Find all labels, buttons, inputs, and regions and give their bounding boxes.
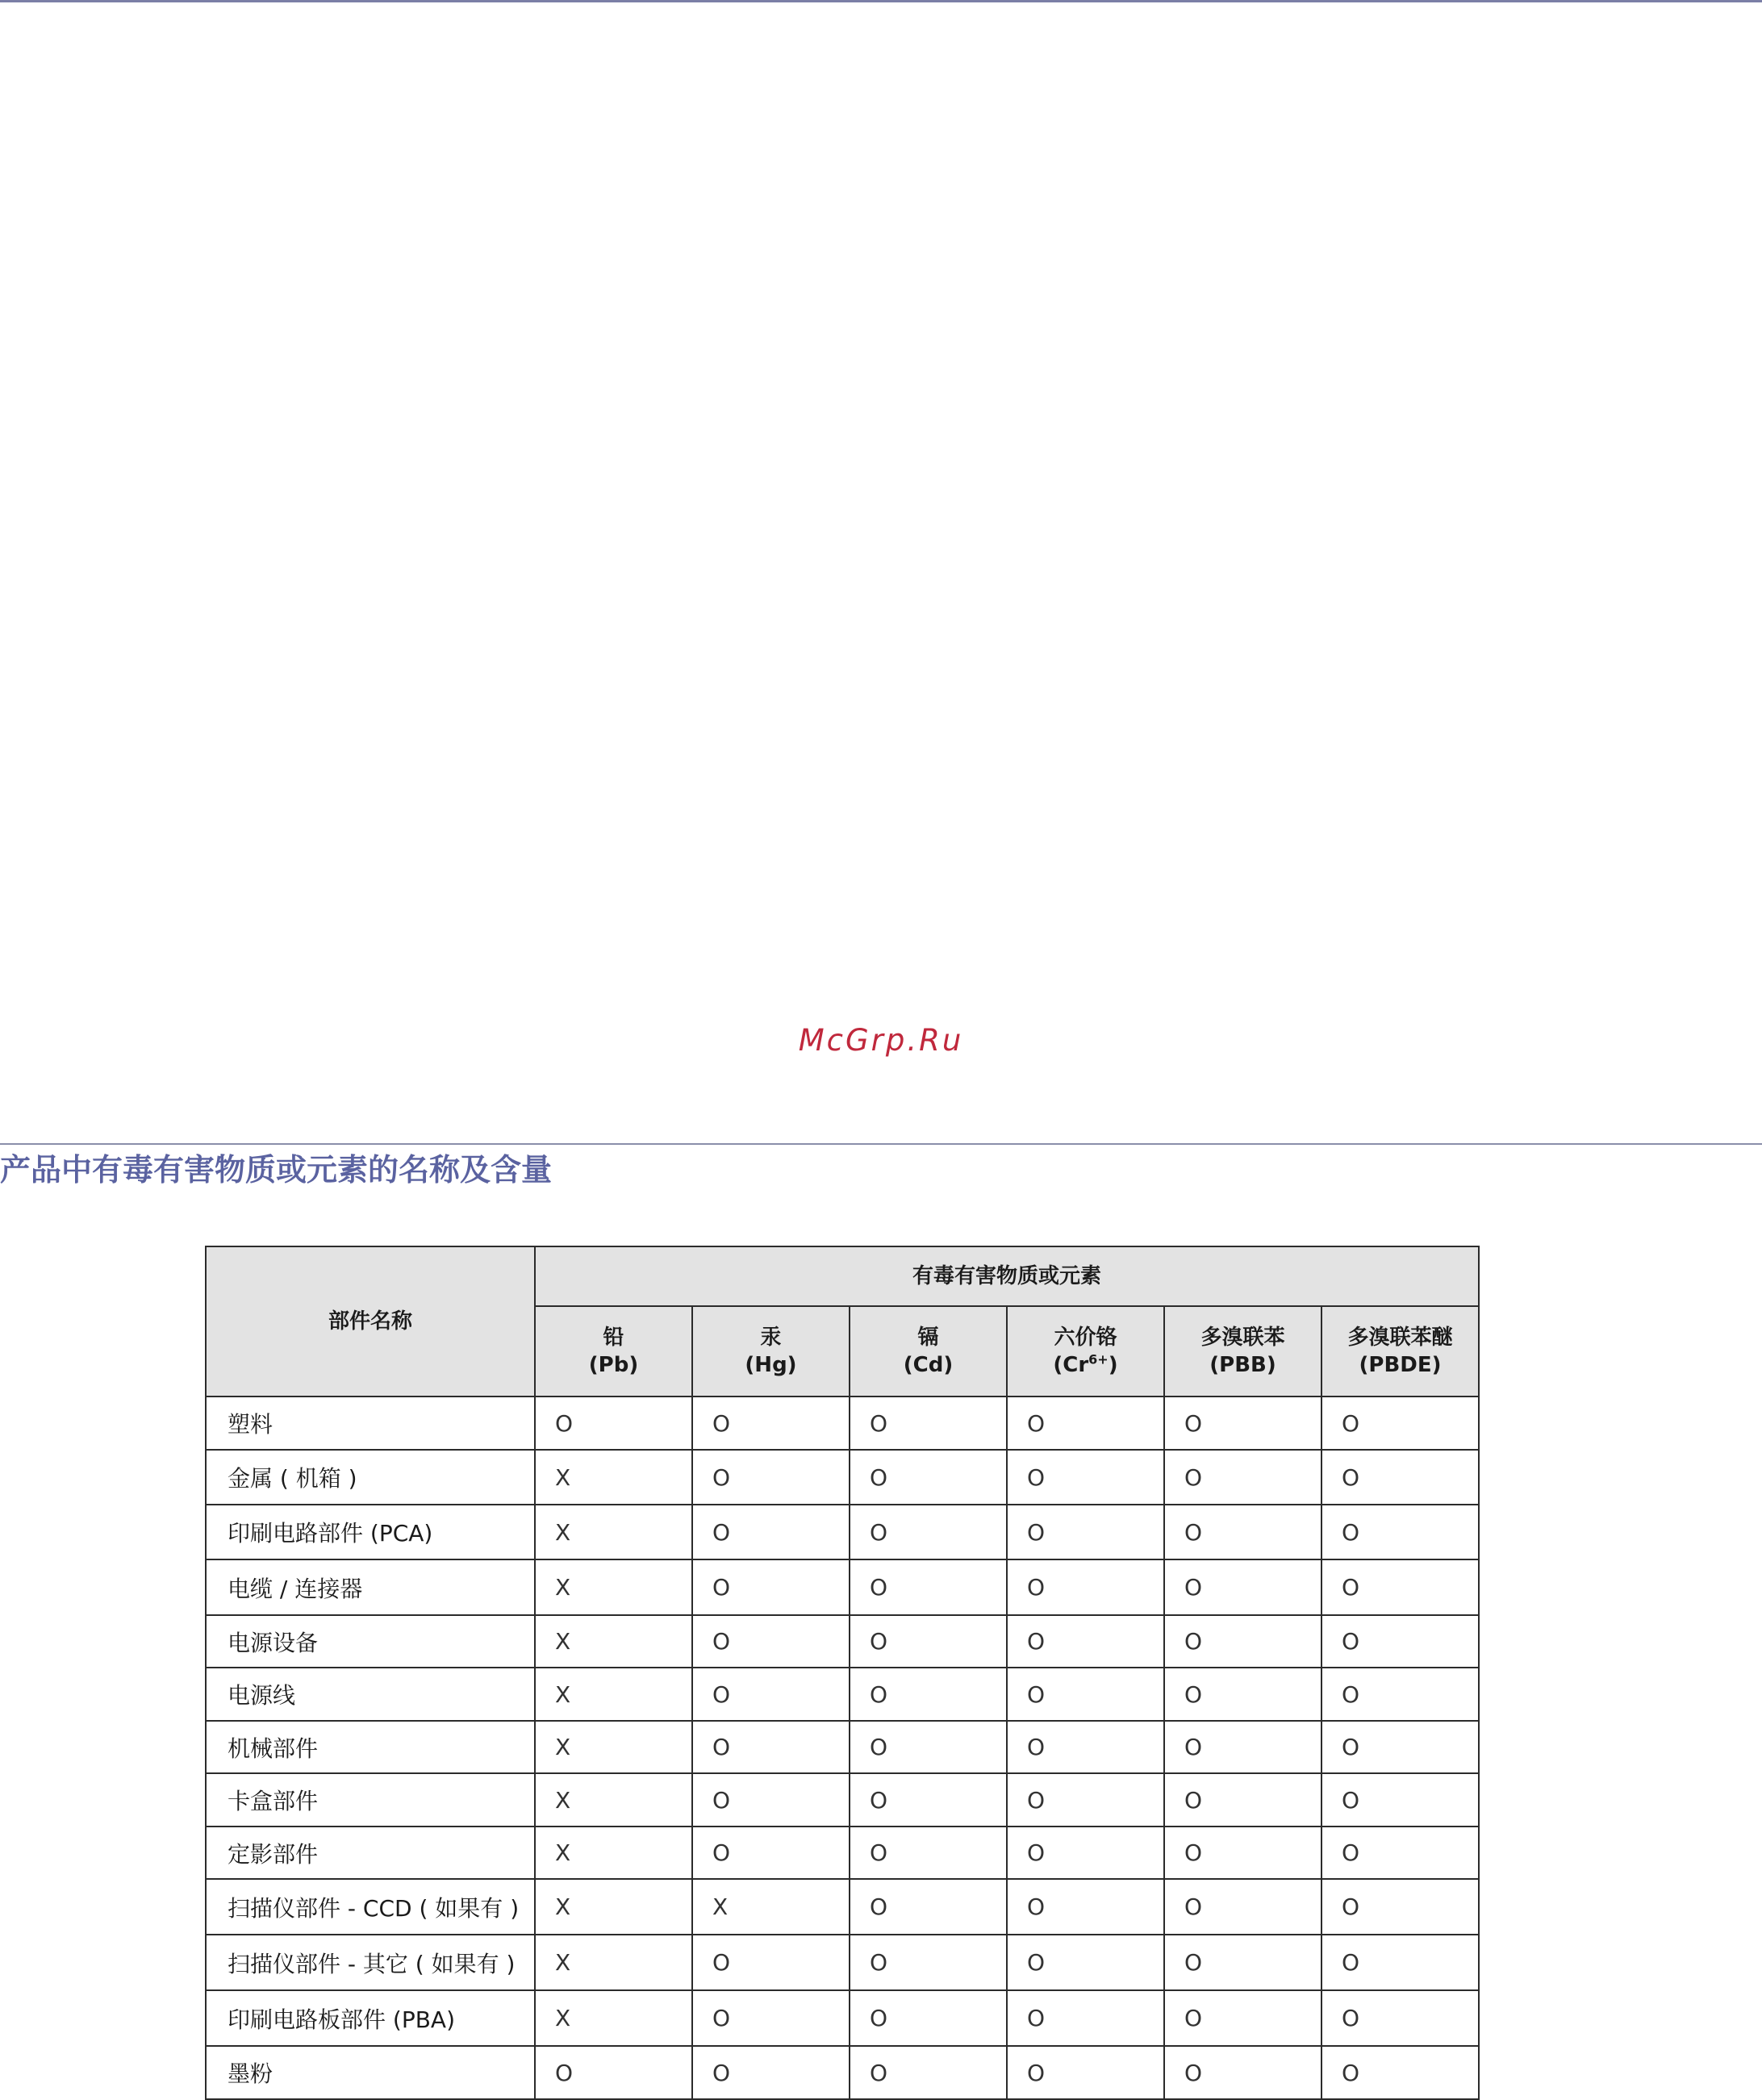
substance-name: 汞 [760,1326,782,1350]
substance-mark-cell: O [850,1990,1007,2046]
substance-mark-cell: O [692,1450,850,1505]
symbol-superscript: 6+ [1088,1351,1109,1367]
substance-mark-cell: O [535,1397,692,1450]
substance-mark-cell: O [850,1668,1007,1721]
substance-symbol: (PBDE) [1359,1353,1442,1377]
part-name-cell: 扫描仪部件 - 其它 ( 如果有 ) [206,1935,535,1990]
symbol-post: ) [1108,1353,1118,1377]
substance-mark-cell: O [1007,1615,1164,1668]
part-name-cell: 塑料 [206,1397,535,1450]
substance-mark-cell: O [1322,2046,1479,2099]
substance-mark-cell: O [1322,1505,1479,1559]
substance-mark-cell: O [692,1505,850,1559]
substance-mark-cell: O [1164,1827,1322,1879]
substance-mark-cell: X [535,1773,692,1827]
substance-mark-cell: O [1007,1935,1164,1990]
top-rule [0,0,1762,2]
part-name-cell: 金属 ( 机箱 ) [206,1450,535,1505]
substance-mark-cell: O [1007,1559,1164,1615]
substance-mark-cell: O [535,2046,692,2099]
substance-mark-cell: O [850,1615,1007,1668]
substance-mark-cell: X [692,1879,850,1935]
substance-mark-cell: O [692,1990,850,2046]
substance-mark-cell: O [850,1505,1007,1559]
substance-mark-cell: O [692,1668,850,1721]
substance-mark-cell: O [1164,1879,1322,1935]
substance-mark-cell: O [692,1773,850,1827]
substance-mark-cell: O [1164,1397,1322,1450]
part-name-cell: 定影部件 [206,1827,535,1879]
substance-header-hg [692,1306,850,1397]
table-row [206,1721,1479,1773]
substance-symbol: (Hg) [745,1353,797,1377]
substance-mark-cell: O [1007,1879,1164,1935]
substance-mark-cell: O [850,1559,1007,1615]
substance-mark-cell: O [850,2046,1007,2099]
part-name-cell: 印刷电路板部件 (PBA) [206,1990,535,2046]
substance-mark-cell: X [535,1935,692,1990]
table-row [206,1615,1479,1668]
substance-mark-cell: X [535,1668,692,1721]
substance-mark-cell: O [1164,1721,1322,1773]
substance-mark-cell: O [1322,1773,1479,1827]
substance-mark-cell: X [535,1827,692,1879]
substance-mark-cell: O [1007,1827,1164,1879]
substance-mark-cell: X [535,1990,692,2046]
table-row [206,1990,1479,2046]
substance-mark-cell: O [850,1721,1007,1773]
part-name-cell: 印刷电路部件 (PCA) [206,1505,535,1559]
substance-mark-cell: X [535,1879,692,1935]
table-row [206,1397,1479,1450]
substance-mark-cell: O [692,1559,850,1615]
substance-mark-cell: O [1164,1668,1322,1721]
substance-header-pb [535,1306,692,1397]
substance-symbol: (Cd) [903,1353,954,1377]
part-name-cell: 电缆 / 连接器 [206,1559,535,1615]
table-body [206,1397,1479,2099]
substance-name: 镉 [917,1326,939,1350]
substance-mark-cell: O [850,1935,1007,1990]
substance-mark-cell: O [1007,1721,1164,1773]
substance-mark-cell: O [1322,1935,1479,1990]
substance-mark-cell: X [535,1450,692,1505]
substance-mark-cell: O [1164,2046,1322,2099]
substance-mark-cell: X [535,1615,692,1668]
part-name-cell: 机械部件 [206,1721,535,1773]
table-row [206,1668,1479,1721]
substance-mark-cell: O [1322,1397,1479,1450]
part-name-cell: 墨粉 [206,2046,535,2099]
substance-mark-cell: O [692,1615,850,1668]
substance-header-cd [850,1306,1007,1397]
substance-mark-cell: O [850,1450,1007,1505]
substance-mark-cell: O [692,1397,850,1450]
substance-mark-cell: O [850,1773,1007,1827]
section-divider [0,1143,1762,1145]
substance-mark-cell: O [1007,1668,1164,1721]
substance-mark-cell: O [692,1827,850,1879]
substance-mark-cell: O [1164,1935,1322,1990]
table-row [206,1559,1479,1615]
substance-mark-cell: O [1007,1505,1164,1559]
substance-mark-cell: X [535,1721,692,1773]
substance-mark-cell: O [1007,2046,1164,2099]
substance-mark-cell: O [1322,1559,1479,1615]
substance-mark-cell: O [1007,1773,1164,1827]
substance-mark-cell: O [1164,1615,1322,1668]
part-name-cell: 电源设备 [206,1615,535,1668]
substance-mark-cell: O [1007,1990,1164,2046]
substance-mark-cell: O [692,2046,850,2099]
substance-group-header: 有毒有害物质或元素 [535,1246,1479,1306]
substance-mark-cell: O [1007,1397,1164,1450]
table-row [206,1773,1479,1827]
table-row [206,2046,1479,2099]
table-row [206,1827,1479,1879]
substance-header-cr6 [1007,1306,1164,1397]
substance-symbol: (PBB) [1209,1353,1276,1377]
substance-mark-cell: O [1164,1505,1322,1559]
hazardous-substances-table [205,1246,1480,2100]
substance-mark-cell: O [1322,1990,1479,2046]
substance-mark-cell: O [1322,1721,1479,1773]
substance-mark-cell: O [692,1721,850,1773]
substance-mark-cell: X [535,1505,692,1559]
table-row [206,1935,1479,1990]
part-name-cell: 卡盒部件 [206,1773,535,1827]
watermark-text: McGrp.Ru [798,1023,964,1058]
part-name-header: 部件名称 [206,1246,535,1397]
substance-mark-cell: O [1164,1773,1322,1827]
table-row [206,1450,1479,1505]
substance-symbol [1008,1351,1163,1379]
substance-mark-cell: O [1164,1559,1322,1615]
substance-mark-cell: O [1007,1450,1164,1505]
substance-name: 六价铬 [1054,1326,1117,1350]
symbol-pre: (Cr [1053,1353,1089,1377]
substance-mark-cell: O [1164,1450,1322,1505]
section-title: 产品中有毒有害物质或元素的名称及含量 [0,1152,553,1188]
table-row [206,1505,1479,1559]
substance-mark-cell: O [692,1935,850,1990]
substance-name: 多溴联苯 [1200,1326,1285,1350]
substance-mark-cell: O [1322,1827,1479,1879]
substance-header-pbb [1164,1306,1322,1397]
part-name-cell: 电源线 [206,1668,535,1721]
substance-symbol: (Pb) [588,1353,639,1377]
substance-mark-cell: O [1322,1879,1479,1935]
substance-mark-cell: O [850,1397,1007,1450]
substance-mark-cell: O [850,1879,1007,1935]
substance-mark-cell: O [1322,1668,1479,1721]
substance-mark-cell: O [1322,1615,1479,1668]
substance-mark-cell: O [1322,1450,1479,1505]
substance-mark-cell: X [535,1559,692,1615]
substance-header-pbde [1322,1306,1479,1397]
substance-mark-cell: O [1164,1990,1322,2046]
substance-name: 铅 [603,1326,624,1350]
table-row [206,1879,1479,1935]
substance-name: 多溴联苯醚 [1347,1326,1453,1350]
substance-mark-cell: O [850,1827,1007,1879]
part-name-cell: 扫描仪部件 - CCD ( 如果有 ) [206,1879,535,1935]
